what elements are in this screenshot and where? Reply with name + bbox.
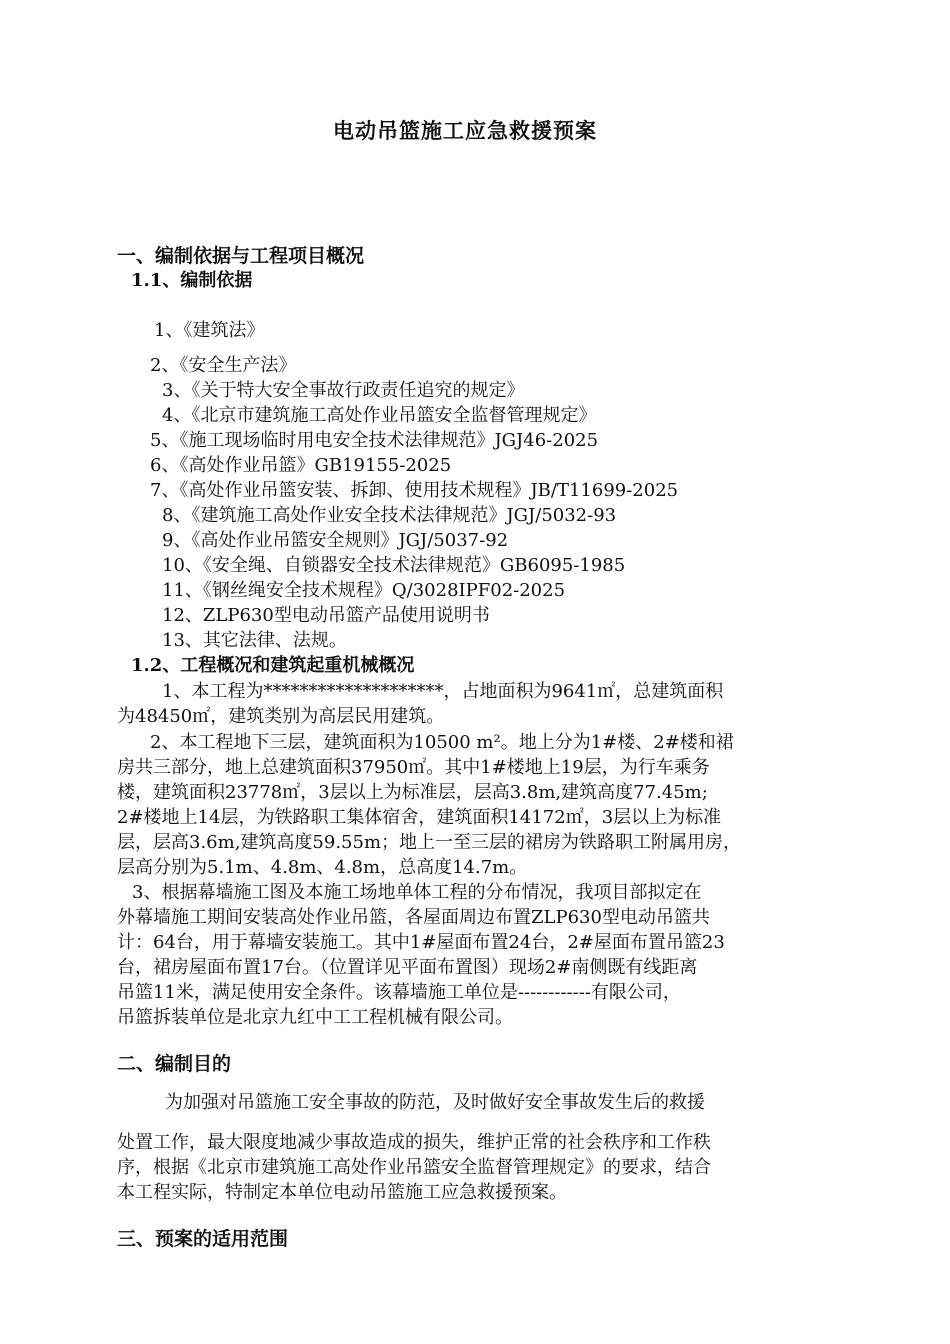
paragraph-line: 层，层高3.6m,建筑高度59.55m；地上一至三层的裙房为铁路职工附属用房，	[117, 832, 742, 853]
paragraph-line: 2#楼地上14层，为铁路职工集体宿舍，建筑面积14172㎡，3层以上为标准	[117, 807, 722, 828]
paragraph-line: 处置工作，最大限度地减少事故造成的损失，维护正常的社会秩序和工作秩	[117, 1132, 711, 1153]
subsection-1-1-heading: 1.1、编制依据	[131, 270, 253, 291]
paragraph-line: 层高分别为5.1m、4.8m、4.8m，总高度14.7m。	[117, 857, 528, 878]
paragraph-line: 吊篮11米，满足使用安全条件。该幕墙施工单位是------------有限公司，	[117, 982, 681, 1003]
paragraph-line: 为加强对吊篮施工安全事故的防范，及时做好安全事故发生后的救援	[165, 1092, 705, 1113]
reference-item: 3、《关于特大安全事故行政责任追究的规定》	[162, 380, 525, 401]
paragraph-line: 房共三部分，地上总建筑面积37950㎡。其中1#楼地上19层，为行车乘务	[117, 757, 710, 778]
paragraph-line: 为48450㎡，建筑类别为高层民用建筑。	[117, 706, 445, 727]
paragraph-line: 计：64台，用于幕墙安装施工。其中1#屋面布置24台，2#屋面布置吊篮23	[117, 932, 725, 953]
section-2-heading: 二、编制目的	[117, 1053, 232, 1075]
reference-item: 4、《北京市建筑施工高处作业吊篮安全监督管理规定》	[162, 405, 597, 426]
paragraph-line: 序，根据《北京市建筑施工高处作业吊篮安全监督管理规定》的要求，结合	[117, 1157, 711, 1178]
paragraph-line: 本工程实际，特制定本单位电动吊篮施工应急救援预案。	[117, 1182, 567, 1203]
paragraph-line: 外幕墙施工期间安装高处作业吊篮，各屋面周边布置ZLP630型电动吊篮共	[117, 907, 710, 928]
reference-item: 1、《建筑法》	[154, 320, 265, 341]
reference-item: 11、《钢丝绳安全技术规程》Q/3028IPF02-2025	[162, 580, 566, 601]
section-1-heading: 一、编制依据与工程项目概况	[117, 245, 365, 267]
document-title: 电动吊篮施工应急救援预案	[333, 118, 597, 143]
paragraph-line: 台，裙房屋面布置17台。（位置详见平面布置图）现场2#南侧既有线距离	[117, 957, 698, 978]
section-3-heading: 三、预案的适用范围	[117, 1228, 289, 1250]
subsection-1-2-heading: 1.2、工程概况和建筑起重机械概况	[131, 655, 415, 676]
paragraph-line: 吊篮拆装单位是北京九红中工工程机械有限公司。	[117, 1007, 513, 1028]
paragraph-line: 2、本工程地下三层，建筑面积为10500 m²。地上分为1#楼、2#楼和裙	[150, 732, 734, 753]
reference-item: 9、《高处作业吊篮安全规则》JGJ/5037-92	[162, 530, 509, 551]
reference-item: 6、《高处作业吊篮》GB19155-2025	[150, 455, 452, 476]
reference-item: 10、《安全绳、自锁器安全技术法律规范》GB6095-1985	[162, 555, 626, 576]
reference-item: 12、ZLP630型电动吊篮产品使用说明书	[162, 605, 490, 626]
reference-item: 13、其它法律、法规。	[162, 630, 347, 651]
reference-item: 7、《高处作业吊篮安装、拆卸、使用技术规程》JB/T11699-2025	[150, 480, 679, 501]
paragraph-line: 1、本工程为********************，占地面积为9641㎡，总建筑面积	[162, 681, 724, 702]
paragraph-line: 楼，建筑面积23778㎡，3层以上为标准层，层高3.8m,建筑高度77.45m;	[117, 782, 708, 803]
reference-item: 8、《建筑施工高处作业安全技术法律规范》JGJ/5032-93	[162, 505, 617, 526]
reference-item: 2、《安全生产法》	[150, 355, 297, 376]
reference-item: 5、《施工现场临时用电安全技术法律规范》JGJ46-2025	[150, 430, 599, 451]
paragraph-line: 3、根据幕墙施工图及本施工场地单体工程的分布情况，我项目部拟定在	[132, 882, 702, 903]
